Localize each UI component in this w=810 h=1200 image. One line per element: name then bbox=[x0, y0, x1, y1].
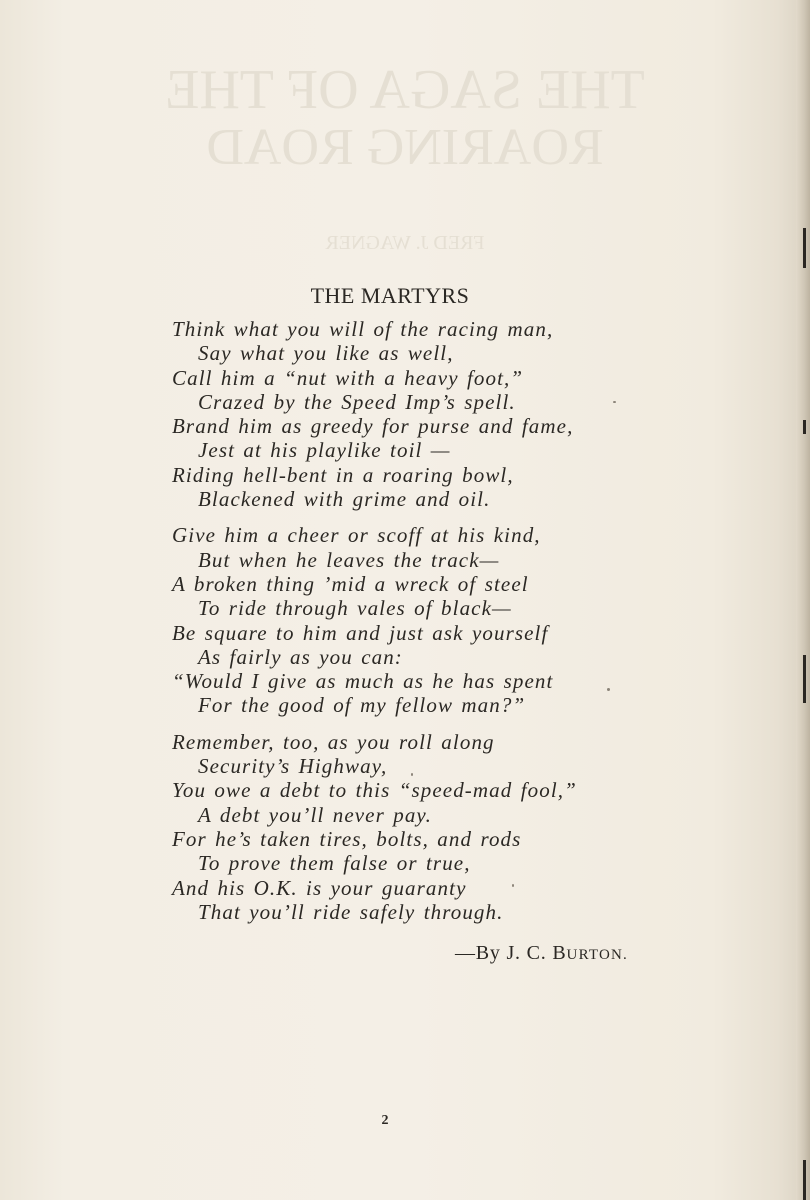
poem-line: To prove them false or true, bbox=[198, 851, 471, 876]
byline-prefix: —By J. C. bbox=[454, 942, 553, 964]
paper-speck bbox=[607, 688, 610, 691]
poem-line: You owe a debt to this “speed-mad fool,” bbox=[172, 778, 577, 803]
poem-line: To ride through vales of black— bbox=[198, 596, 512, 621]
paper-speck bbox=[512, 884, 514, 887]
show-through-ghost-text: ROARING ROAD bbox=[206, 119, 604, 176]
poem-line: Brand him as greedy for purse and fame, bbox=[172, 414, 574, 439]
author-byline bbox=[380, 942, 628, 965]
page-edge bbox=[796, 0, 810, 1200]
paper-speck bbox=[411, 773, 413, 776]
poem-line: As fairly as you can: bbox=[198, 644, 403, 669]
poem-line: Remember, too, as you roll along bbox=[172, 729, 495, 754]
poem-line: That you’ll ride safely through. bbox=[198, 899, 504, 924]
poem-line: Riding hell-bent in a roaring bowl, bbox=[172, 462, 514, 487]
poem-line: For he’s taken tires, bolts, and rods bbox=[172, 826, 522, 851]
poem-line: Say what you like as well, bbox=[198, 341, 454, 366]
stanza-3 bbox=[172, 730, 692, 924]
poem-line: Jest at his playlike toil — bbox=[198, 438, 451, 463]
poem-line: And his O.K. is your guaranty bbox=[172, 875, 467, 900]
poem-line: Call him a “nut with a heavy foot,” bbox=[172, 365, 524, 390]
byline-name-rest: URTON. bbox=[566, 947, 628, 963]
poem-line: A broken thing ’mid a wreck of steel bbox=[172, 571, 529, 596]
poem-line: Crazed by the Speed Imp’s spell. bbox=[198, 389, 516, 414]
page-edge-mark bbox=[803, 420, 806, 434]
page-edge-mark bbox=[803, 655, 806, 703]
stanza-1 bbox=[172, 317, 692, 511]
byline-name-initial: B bbox=[552, 942, 567, 964]
poem-line: Blackened with grime and oil. bbox=[198, 487, 491, 512]
page-edge-mark bbox=[803, 1160, 806, 1200]
poem-line: For the good of my fellow man?” bbox=[198, 693, 526, 718]
poem-body bbox=[172, 317, 692, 936]
stanza-2 bbox=[172, 523, 692, 717]
paper-speck bbox=[613, 401, 616, 403]
show-through-ghost-text: FRED J. WAGNER bbox=[325, 232, 485, 254]
page-number: 2 bbox=[381, 1113, 389, 1128]
poem-line: Security’s Highway, bbox=[198, 754, 388, 779]
poem-line: Be square to him and just ask yourself bbox=[172, 620, 549, 645]
poem-line: Give him a cheer or scoff at his kind, bbox=[172, 523, 541, 548]
page-edge-mark bbox=[803, 228, 806, 268]
show-through-ghost-text: THE SAGA OF THE bbox=[165, 59, 645, 121]
poem-title: THE MARTYRS bbox=[310, 283, 470, 308]
poem-line: But when he leaves the track— bbox=[198, 547, 500, 572]
poem-line: “Would I give as much as he has spent bbox=[172, 669, 554, 694]
poem-line: Think what you will of the racing man, bbox=[172, 317, 554, 341]
poem-line: A debt you’ll never pay. bbox=[198, 802, 433, 827]
